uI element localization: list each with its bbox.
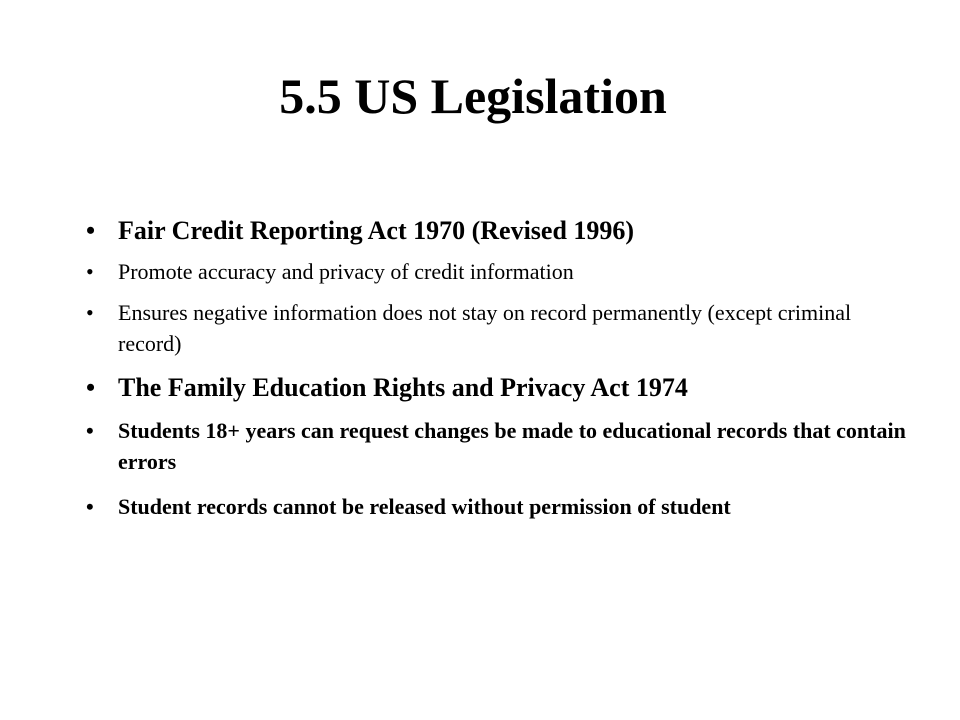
bullet-item <box>86 491 906 522</box>
bullet-item <box>86 256 906 287</box>
bullet-text: Students 18+ years can request changes be made to educational records that contain errors <box>118 418 906 474</box>
bullet-icon: • <box>86 373 96 402</box>
bullet-icon: • <box>86 259 94 284</box>
bullet-item <box>86 216 906 246</box>
bullet-text: The Family Education Rights and Privacy Act 1974 <box>118 373 688 402</box>
bullet-text: Fair Credit Reporting Act 1970 (Revised 1996) <box>118 216 635 245</box>
bullet-list <box>86 216 906 532</box>
bullet-icon: • <box>86 216 96 245</box>
bullet-text: Ensures negative information does not stay on record permanently (except criminal record) <box>118 300 852 356</box>
bullet-item <box>86 415 906 477</box>
bullet-text: Promote accuracy and privacy of credit information <box>118 259 574 284</box>
bullet-item <box>86 297 906 359</box>
bullet-icon: • <box>86 300 94 325</box>
bullet-icon: • <box>86 418 94 443</box>
bullet-icon: • <box>86 494 94 519</box>
slide-title: 5.5 US Legislation <box>279 68 667 124</box>
bullet-text: Student records cannot be released without permission of student <box>118 494 731 519</box>
bullet-item <box>86 373 906 403</box>
